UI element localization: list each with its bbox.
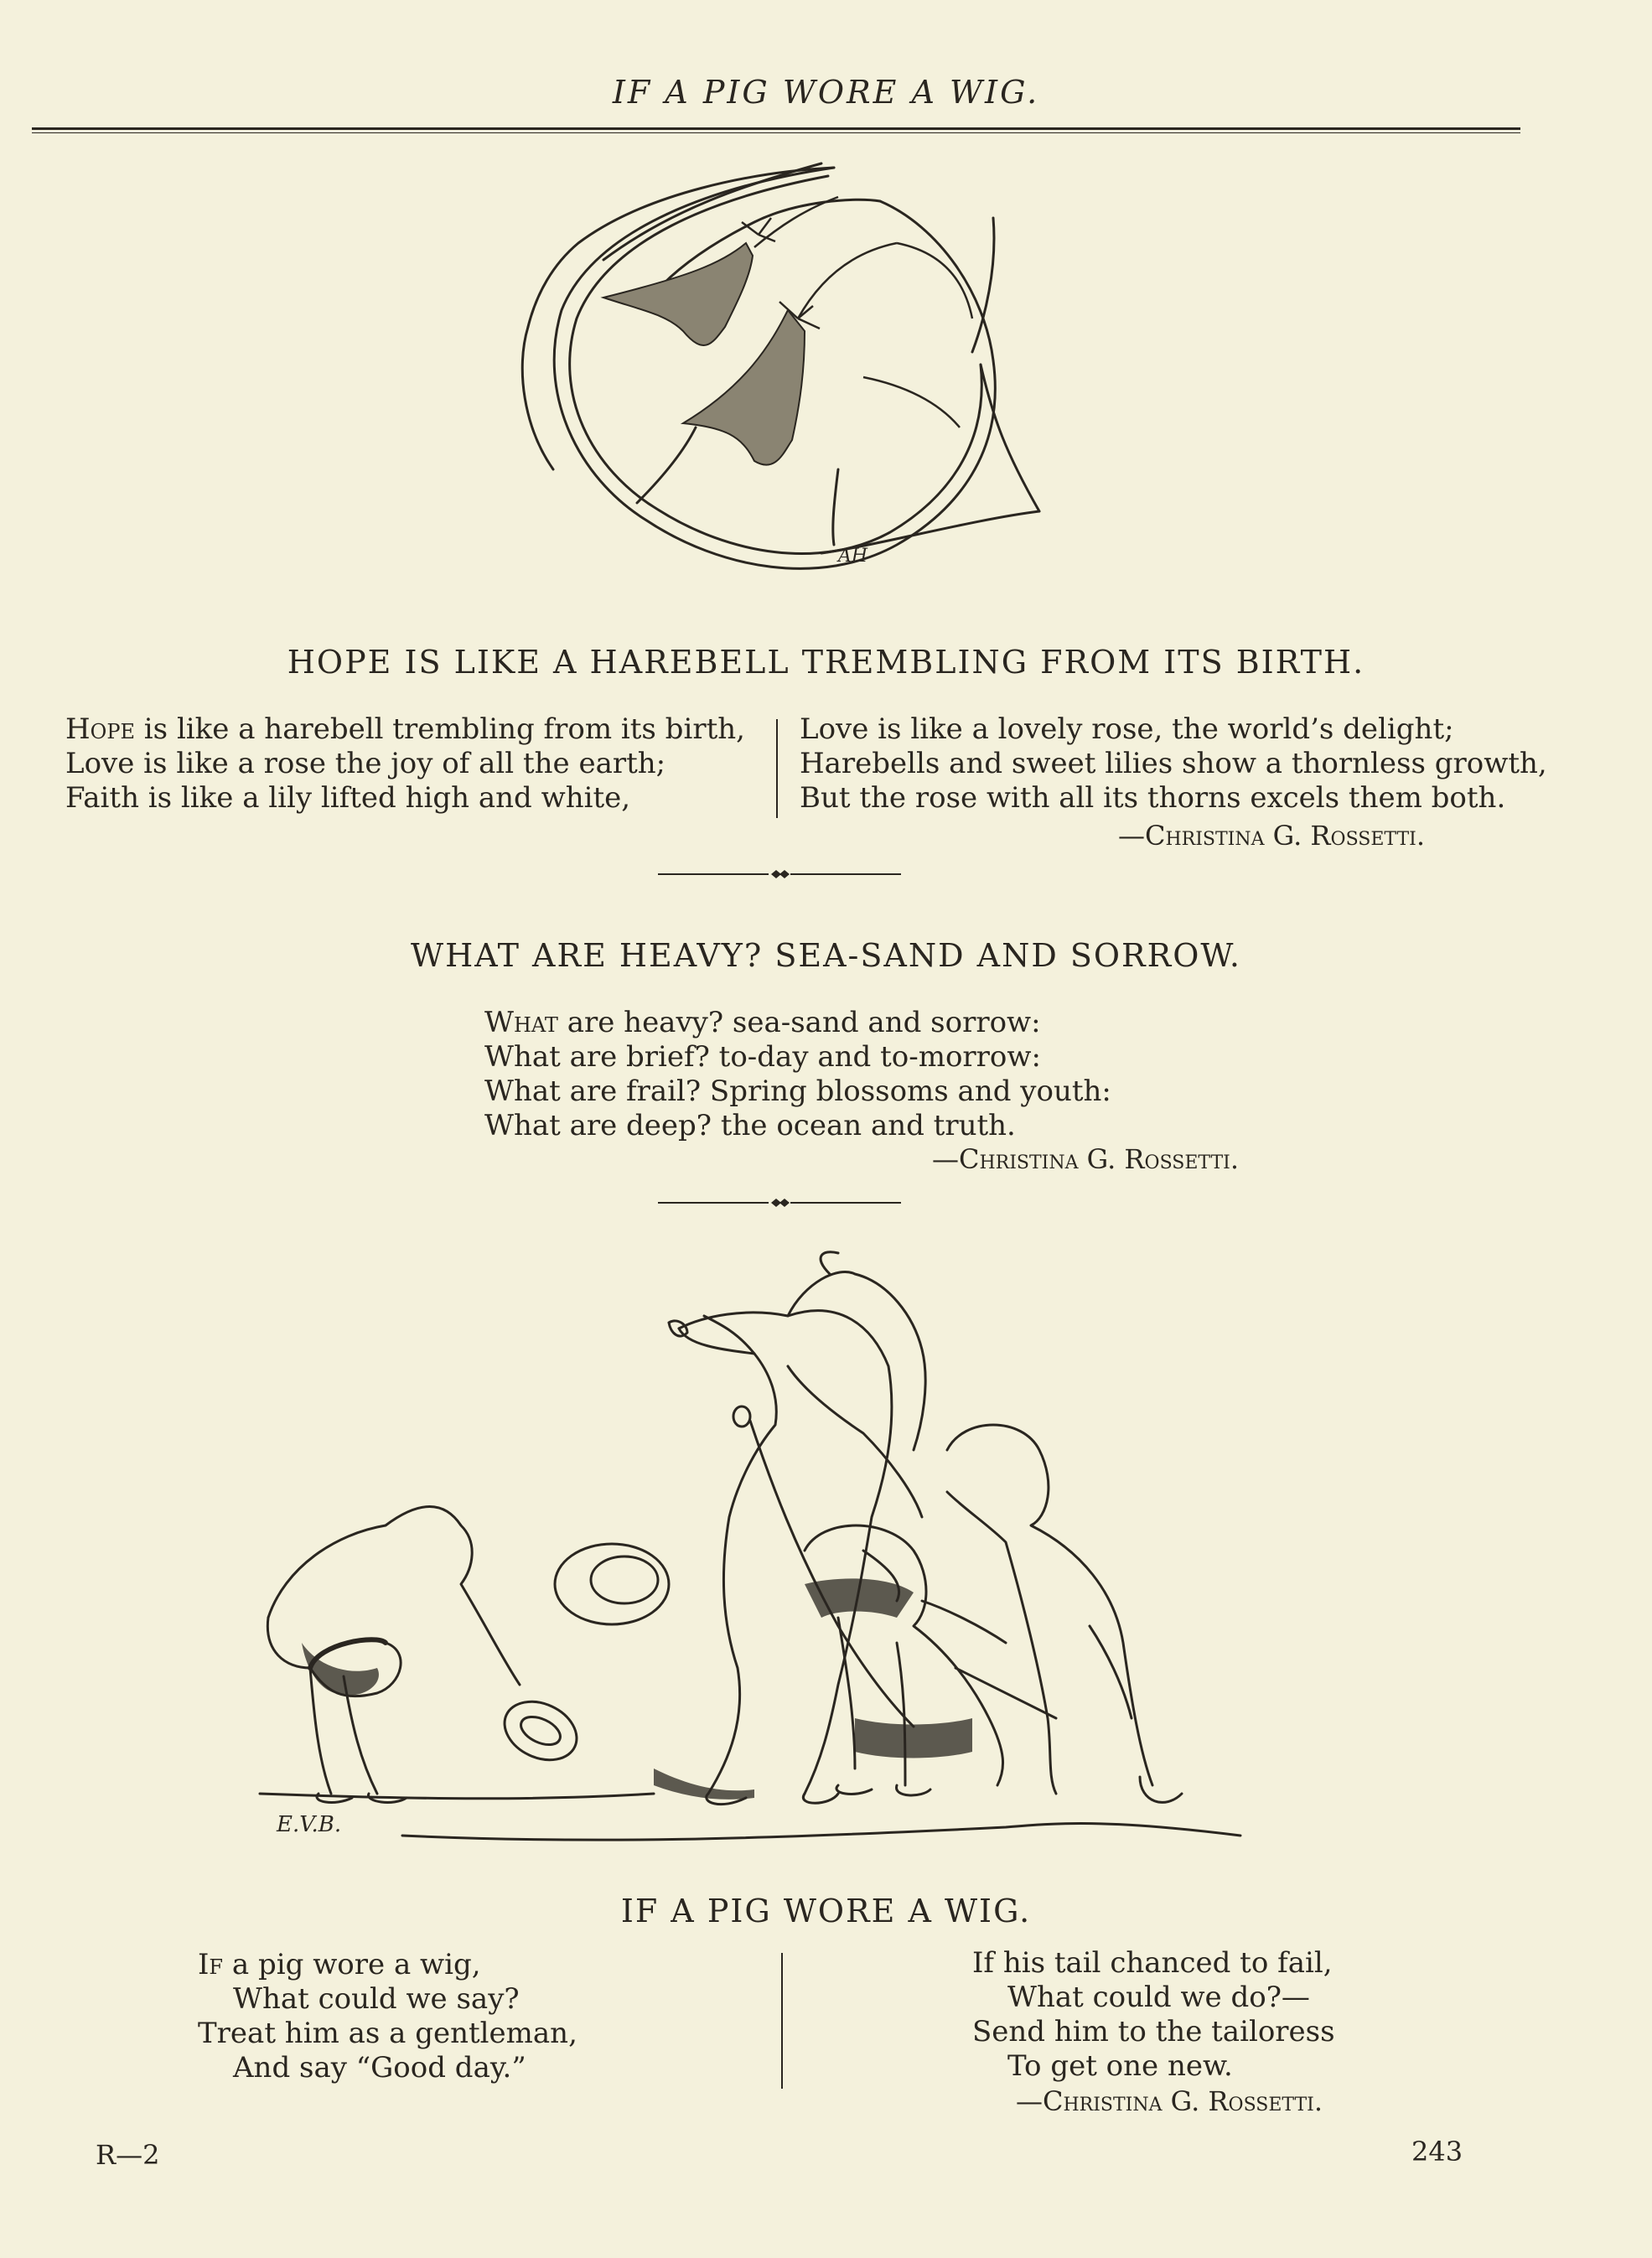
ornamental-rule [658,868,901,880]
poem1-title: HOPE IS LIKE A HAREBELL TREMBLING FROM ITS BIRTH. [287,644,1365,681]
poem3-line-1 [198,1948,577,1982]
poem3-left-stanza [198,1948,577,2085]
drop-word: Hope [65,712,135,746]
line-text: Treat him as a gentleman, [198,2017,577,2050]
column-divider [781,1953,783,2089]
line-text: a pig wore a wig, [223,1948,481,1981]
poem1-right-stanza [800,712,1547,816]
poem2-line-1 [484,1006,1111,1040]
ornamental-rule [658,1197,901,1209]
poem3-line-3 [198,2017,577,2051]
poem3-line-6: What could we do?— [1007,1981,1310,2014]
header-rule [32,127,1520,130]
drop-word: If [198,1948,224,1981]
illustration-signature: E.V.B. [277,1812,342,1837]
poem3-right-stanza [972,1946,1335,2084]
poem1-left-stanza [65,712,745,816]
running-head: IF A PIG WORE A WIG. [612,74,1040,111]
poem3-line-4 [198,2051,577,2085]
column-divider [776,719,778,818]
line-text: And say “Good day.” [233,2051,526,2085]
poem3-line-7: Send him to the tailoress [972,2015,1335,2048]
poem1-attribution: —Christina G. Rossetti. [1118,820,1425,852]
poem2-title: WHAT ARE HEAVY? SEA-SAND AND SORROW. [411,937,1241,974]
line-text: Faith is like a lily lifted high and white, [65,781,631,815]
page-number: 243 [1411,2136,1463,2167]
poem2-attribution: —Christina G. Rossetti. [932,1143,1239,1175]
line-text: What could we say? [233,1982,520,2016]
line-text: is like a harebell trembling from its birth, [135,712,745,746]
line-text: Love is like a rose the joy of all the earth; [65,747,666,780]
poem2-stanza [484,1006,1111,1143]
poem1-line-4: Love is like a lovely rose, the world’s delight; [800,712,1454,746]
drop-word: What [484,1006,558,1039]
poem3-line-8: To get one new. [1007,2049,1233,2083]
poem3-line-5: If his tail chanced to fail, [972,1946,1333,1980]
line-text: What are deep? the ocean and truth. [484,1109,1016,1142]
poem1-line-2 [65,747,745,781]
poem2-line-3 [484,1075,1111,1109]
pig-in-wig-illustration [251,1249,1257,1869]
line-text: What are frail? Spring blossoms and youth: [484,1075,1111,1108]
poem1-line-6: But the rose with all its thorns excels them both. [800,781,1506,815]
poem1-line-3 [65,781,745,816]
harebell-wreath-illustration [503,151,1056,620]
signature-mark: R—2 [96,2139,160,2171]
line-text: What are brief? to-day and to-morrow: [484,1040,1041,1074]
poem1-line-5: Harebells and sweet lilies show a thornless growth, [800,747,1547,780]
poem2-line-2 [484,1040,1111,1075]
poem1-line-1 [65,712,745,747]
harebell-monogram: AH [838,546,868,567]
poem3-line-2 [198,1982,577,2017]
poem3-title: IF A PIG WORE A WIG. [620,1893,1032,1929]
header-rule-thin [32,132,1520,133]
line-text: are heavy? sea-sand and sorrow: [557,1006,1041,1039]
poem2-line-4 [484,1109,1111,1143]
poem3-attribution: —Christina G. Rossetti. [1016,2085,1323,2117]
